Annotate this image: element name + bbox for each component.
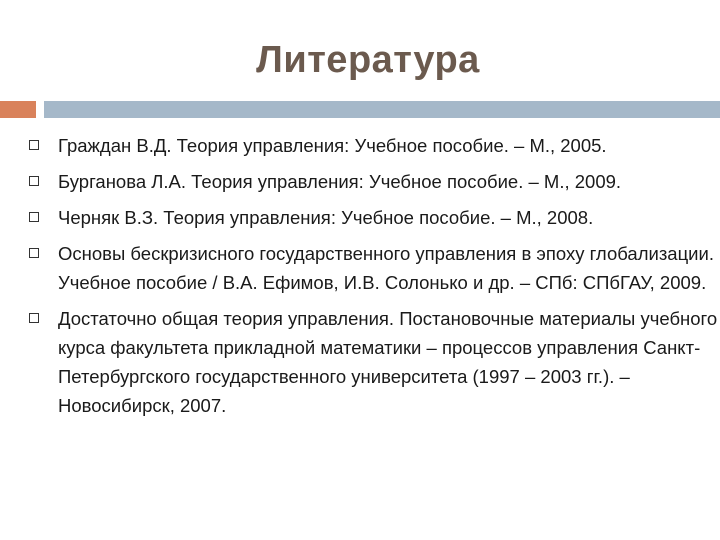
list-item-text: Бурганова Л.А. Теория управления: Учебное пособие. – М., 2009. (58, 171, 622, 192)
list-item (28, 131, 720, 160)
bibliography-list (28, 131, 720, 427)
square-bullet-icon (29, 313, 39, 323)
list-item-text: Черняк В.З. Теория управления: Учебное пособие. – М., 2008. (58, 207, 594, 228)
accent-bar-orange (0, 101, 36, 118)
square-bullet-icon (29, 176, 39, 186)
list-item-text: Достаточно общая теория управления. Постановочные материалы учебного курса факультета прикладной математики – процессов управления Санкт-Петербургского государственного университета (1997 – 2003 гг.). – Новосибирск, 2007. (58, 308, 718, 416)
list-item-text: Граждан В.Д. Теория управления: Учебное пособие. – М., 2005. (58, 135, 607, 156)
page-title: Литература (256, 39, 480, 81)
list-item (28, 239, 720, 297)
list-item (28, 304, 720, 420)
list-item-text: Основы бескризисного государственного управления в эпоху глобализации. Учебное пособие / В.А. Ефимов, И.В. Солонько и др. – СПб: СПбГАУ, 2009. (58, 243, 714, 293)
accent-bar-blue (44, 101, 720, 118)
square-bullet-icon (29, 248, 39, 258)
square-bullet-icon (29, 140, 39, 150)
list-item (28, 203, 720, 232)
square-bullet-icon (29, 212, 39, 222)
list-item (28, 167, 720, 196)
